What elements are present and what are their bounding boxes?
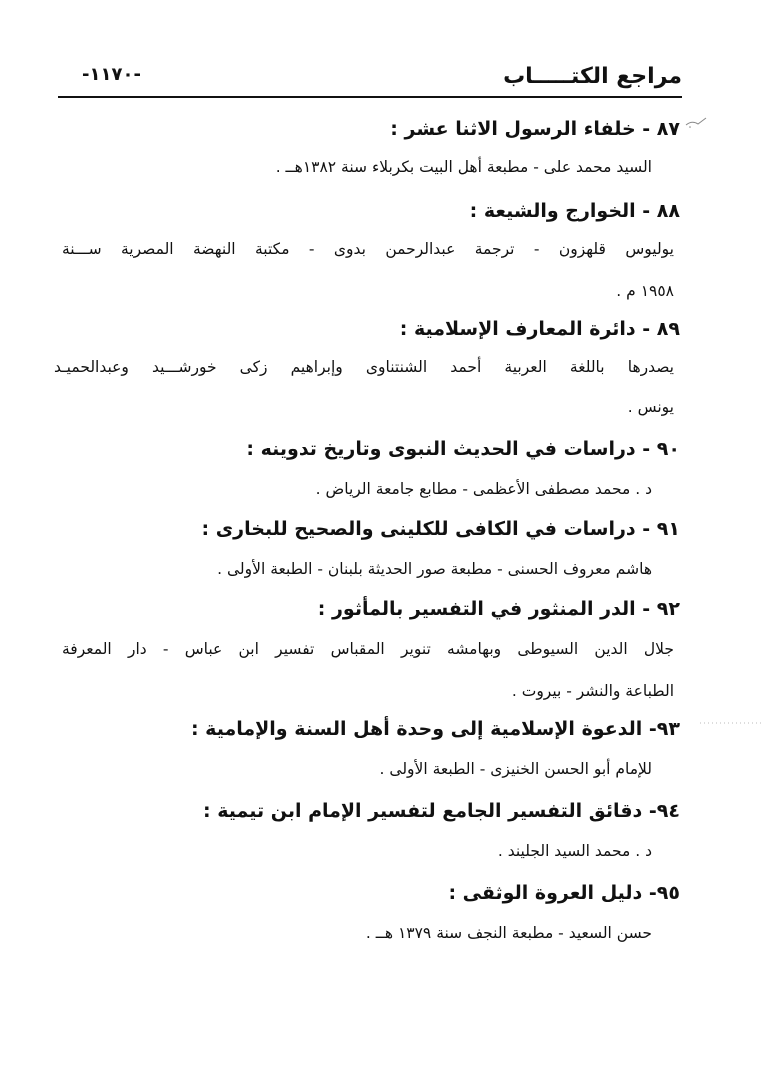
margin-mark-icon <box>684 116 708 130</box>
entry-title: ٩٣- الدعوة الإسلامية إلى وحدة أهل السنة والإمامية : <box>190 718 680 740</box>
entry-line: للإمام أبو الحسن الخنيزى - الطبعة الأولى . <box>379 760 652 778</box>
entry-title: ٨٨ - الخوارج والشيعة : <box>469 200 680 222</box>
entry-line: الطباعة والنشر - بيروت . <box>511 682 674 700</box>
entry-line: يصدرها باللغة العربية أحمد الشنتناوى وإبراهيم زكى خورشـــيد وعبدالحميـد <box>54 358 674 376</box>
entry-line: د . محمد السيد الجليند . <box>497 842 652 860</box>
entry-line: هاشم معروف الحسنى - مطبعة صور الحديثة بلبنان - الطبعة الأولى . <box>217 560 652 578</box>
entry-title: ٩١ - دراسات في الكافى للكلينى والصحيح للبخارى : <box>201 518 680 540</box>
entry-title: ٩٤- دقائق التفسير الجامع لتفسير الإمام ابن تيمية : <box>202 800 680 822</box>
entry-title: ٩٠ - دراسات في الحديث النبوى وتاريخ تدوينه : <box>246 438 680 460</box>
entry-line: السيد محمد على - مطبعة أهل البيت بكربلاء سنة ١٣٨٢هــ . <box>275 158 652 176</box>
entry-line: ١٩٥٨ م . <box>616 282 674 300</box>
entry-title: ٩٢ - الدر المنثور في التفسير بالمأثور : <box>317 598 680 620</box>
entry-title: ٩٥- دليل العروة الوثقى : <box>448 882 680 904</box>
entry-line: جلال الدين السيوطى وبهامشه تنوير المقباس تفسير ابن عباس - دار المعرفة <box>62 640 674 658</box>
page-number: -١١٧٠- <box>82 64 141 85</box>
header-divider <box>58 96 682 98</box>
entry-line: يوليوس قلهزون - ترجمة عبدالرحمن بدوى - مكتبة النهضة المصرية ســـنة <box>62 240 674 258</box>
entry-title: ٨٩ - دائرة المعارف الإسلامية : <box>399 318 680 340</box>
entry-title: ٨٧ - خلفاء الرسول الاثنا عشر : <box>390 118 680 140</box>
page-title: مراجع الكتـــــاب <box>503 64 682 89</box>
entry-line: يونس . <box>627 398 674 416</box>
entry-line: د . محمد مصطفى الأعظمى - مطابع جامعة الرياض . <box>315 480 652 498</box>
page-header <box>58 60 682 96</box>
entry-line: حسن السعيد - مطبعة النجف سنة ١٣٧٩ هــ . <box>365 924 652 942</box>
scan-specks <box>700 712 762 720</box>
